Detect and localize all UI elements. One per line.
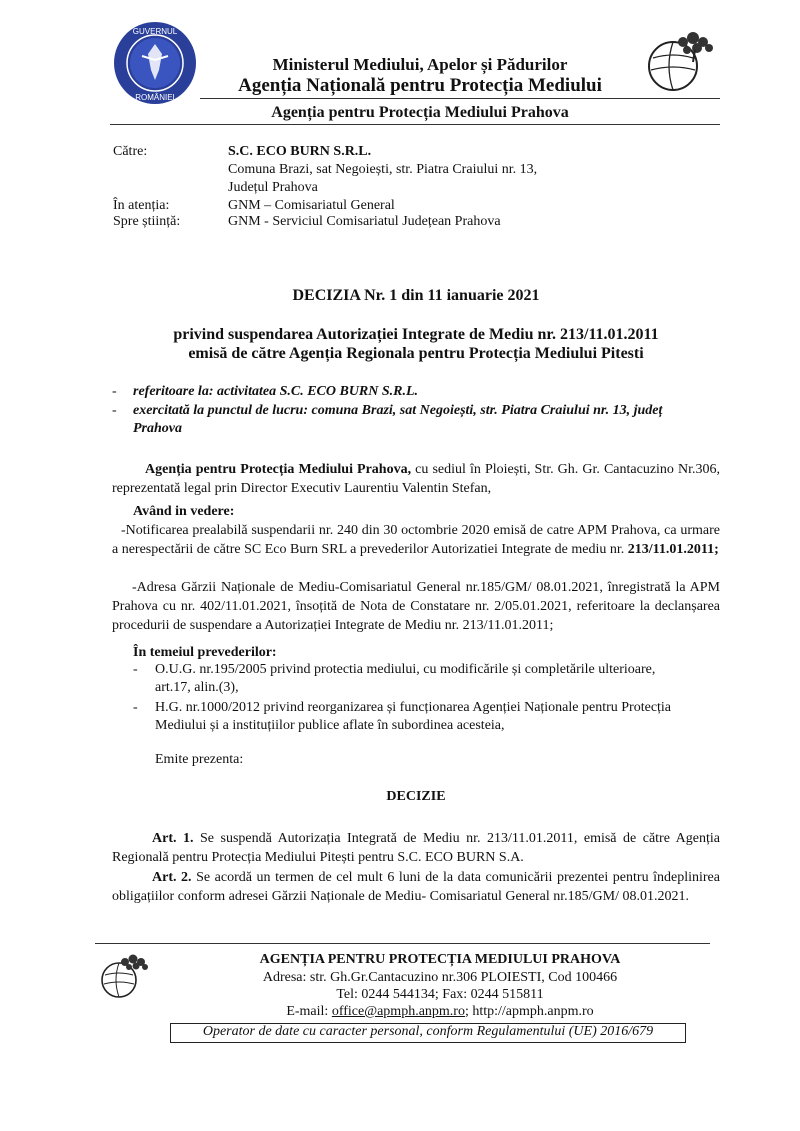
decision-subtitle-line1: privind suspendarea Autorizației Integrate de Mediu nr. 213/11.01.2011: [173, 326, 659, 343]
anpm-logo-icon: [95, 952, 159, 1000]
considering-item-1-text: -Notificarea prealabilă suspendarii nr. 240 din 30 octombrie 2020 emisă de catre APM Prahova, ca urmare a nerespectării de către SC Eco Burn SRL a prevederilor Autorizatiei Integrate de mediu nr.: [112, 523, 720, 557]
decision-subtitle-line2: emisă de către Agenția Regionala pentru Protecția Mediului Pitesti: [188, 345, 644, 362]
intro-agency-name: Agenția pentru Protecția Mediului Prahova,: [145, 462, 412, 477]
scope-activity: referitoare la: activitatea S.C. ECO BURN S.R.L.: [133, 384, 419, 399]
scope-location-line2: Prahova: [133, 421, 182, 436]
considering-heading: Având in vedere:: [133, 504, 235, 519]
bullet-dash: -: [133, 700, 138, 715]
recipient-address-line1: Comuna Brazi, sat Negoiești, str. Piatra Craiului nr. 13,: [228, 162, 538, 177]
recipient-name: S.C. ECO BURN S.R.L.: [228, 144, 372, 159]
footer-rule: [95, 943, 710, 944]
ministry-name: Ministerul Mediului, Apelor și Pădurilor: [272, 55, 568, 74]
considering-item-1-ref: 213/11.01.2011;: [627, 542, 719, 557]
article-1-text: Se suspendă Autorizația Integrată de Mediu nr. 213/11.01.2011, emisă de către Agenția Regională pentru Protecția Mediului Pitești pentru S.C. ECO BURN S.A.: [112, 831, 720, 865]
emits-statement: Emite prezenta:: [155, 752, 244, 767]
article-2-label: Art. 2.: [152, 870, 192, 885]
legal-basis-item-1-line1: O.U.G. nr.195/2005 privind protectia mediului, cu modificările și completările ulterioare,: [155, 662, 656, 677]
contact-separator: ;: [464, 1004, 473, 1019]
article-1: [112, 829, 720, 867]
header-rule: [200, 98, 720, 99]
legal-basis-item-1-line2: art.17, alin.(3),: [155, 680, 239, 695]
to-label: Către:: [113, 144, 148, 159]
national-agency-name: Agenția Națională pentru Protecția Mediului: [238, 75, 602, 96]
email-label: E-mail:: [286, 1004, 332, 1019]
article-1-label: Art. 1.: [152, 831, 194, 846]
decision-heading: DECIZIE: [386, 789, 446, 804]
legal-basis-heading: În temeiul prevederilor:: [133, 645, 277, 660]
attention-value: GNM – Comisariatul General: [228, 198, 395, 213]
gdpr-notice: Operator de date cu caracter personal, conform Regulamentului (UE) 2016/679: [202, 1024, 654, 1039]
scope-location-line1: exercitată la punctul de lucru: comuna Brazi, sat Negoiești, str. Piatra Craiului nr. 13, județ: [133, 403, 663, 418]
article-2-text: Se acordă un termen de cel mult 6 luni de la data comunicării prezentei pentru îndeplinirea obligațiilor conform adresei Gărzii Naționale de Mediu- Comisariatul General nr.185/GM/ 08.01.2021.: [112, 870, 720, 904]
svg-text:ROMÂNIEI: ROMÂNIEI: [135, 93, 175, 102]
decision-title: DECIZIA Nr. 1 din 11 ianuarie 2021: [292, 287, 540, 304]
intro-rest: cu sediul în Ploiești, Str. Gh. Gr. Cantacuzino Nr.306, reprezentată legal prin Director Executiv Laurentiu Valentin Stefan,: [112, 462, 720, 496]
considering-item-1: [112, 521, 720, 559]
legal-basis-item-2-line2: Mediului și a instituțiilor publice aflate în subordinea acesteia,: [155, 718, 505, 733]
local-agency-name: Agenția pentru Protecția Mediului Prahova: [271, 104, 569, 121]
legal-basis-item-2-line1: H.G. nr.1000/2012 privind reorganizarea și funcționarea Agenției Naționale pentru Protecția: [155, 700, 672, 715]
bullet-dash: -: [133, 662, 138, 677]
government-seal-icon: [112, 20, 198, 106]
footer-agency-name: AGENȚIA PENTRU PROTECȚIA MEDIULUI PRAHOVA: [259, 952, 621, 967]
attention-label: În atenția:: [113, 198, 170, 213]
header-rule: [110, 124, 720, 125]
footer-contact: [170, 1004, 710, 1020]
article-2: [112, 868, 720, 906]
recipient-address-line2: Județul Prahova: [228, 180, 318, 195]
footer-address: Adresa: str. Gh.Gr.Cantacuzino nr.306 PLOIESTI, Cod 100466: [262, 970, 618, 985]
bullet-dash: -: [112, 403, 117, 418]
website-link[interactable]: http://apmph.anpm.ro: [472, 1004, 594, 1019]
svg-text:GUVERNUL: GUVERNUL: [132, 27, 178, 36]
cc-value: GNM - Serviciul Comisariatul Județean Prahova: [228, 214, 501, 229]
email-link[interactable]: office@apmph.anpm.ro: [331, 1004, 465, 1019]
considering-item-2: -Adresa Gărzii Naționale de Mediu-Comisariatul General nr.185/GM/ 08.01.2021, înregistrată la APM Prahova cu nr. 402/11.01.2021, însoțită de Nota de Constatare nr. 2/05.01.2021, referitoare la declanșarea procedurii de suspendare a Autorizației Integrate de Mediu nr. 213/11.01.2011;: [112, 580, 720, 633]
footer-phone-fax: Tel: 0244 544134; Fax: 0244 515811: [336, 987, 544, 1002]
cc-label: Spre știință:: [113, 214, 181, 229]
intro-paragraph: [112, 460, 720, 498]
bullet-dash: -: [112, 384, 117, 399]
anpm-logo-icon: [643, 28, 729, 92]
